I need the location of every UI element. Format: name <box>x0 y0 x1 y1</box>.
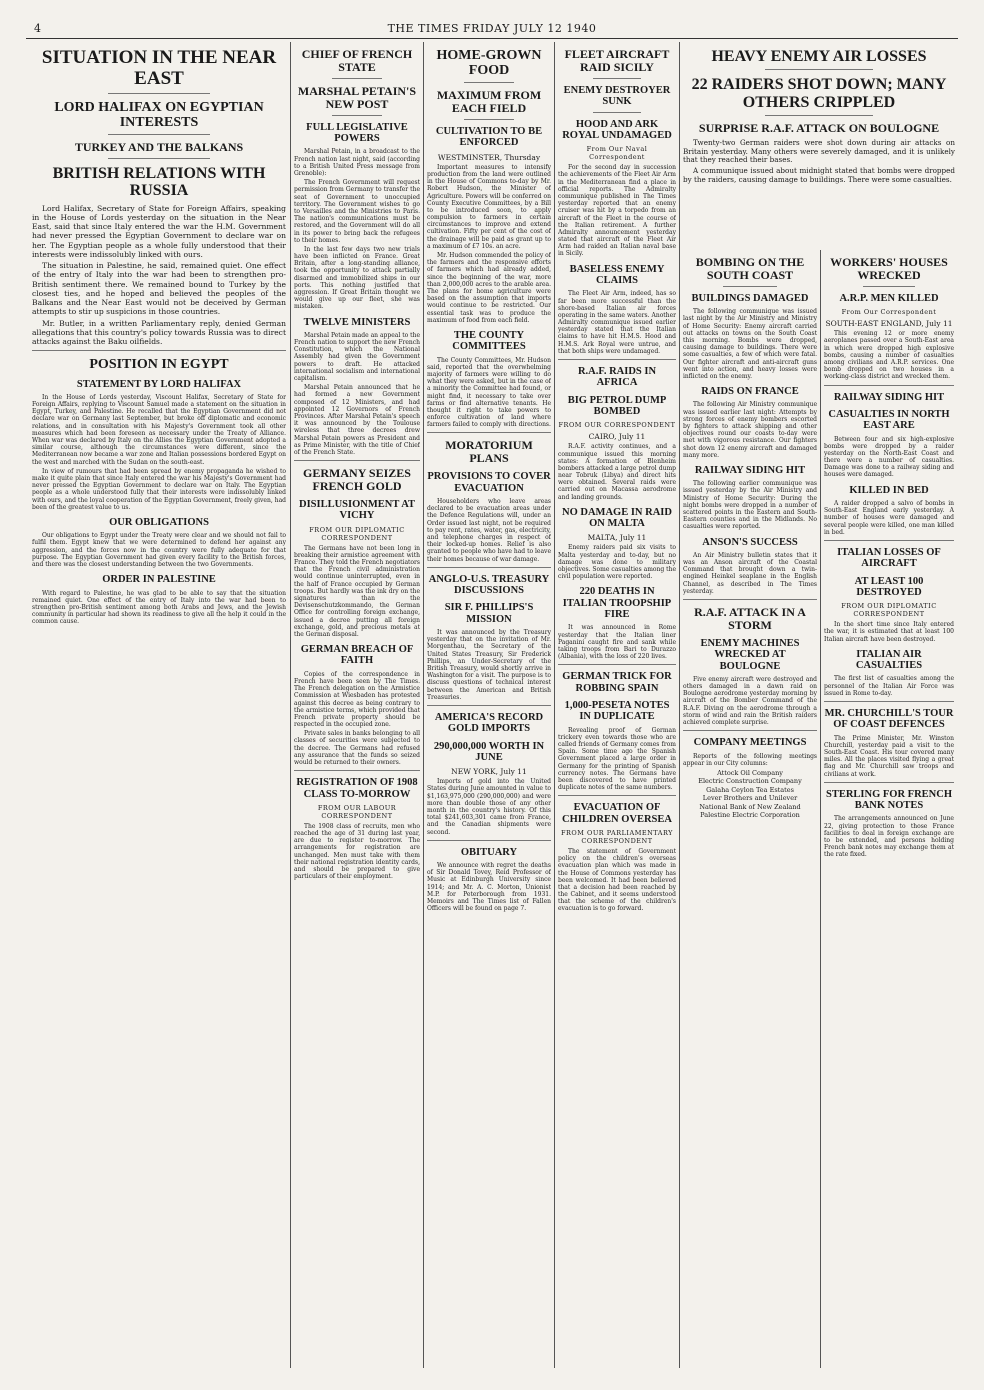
headline-rule <box>108 158 210 159</box>
paragraph: With regard to Palestine, he was glad to be able to say that the situation remained quiet. One effect of the entry of Italy into the war had been to strengthen pro-British sentiment among both Arabs and Jews, and the Jewish community in particular had shown its readiness to give all the help it could in the common cause. <box>32 589 286 626</box>
subhead-halifax: LORD HALIFAX ON EGYPTIAN INTERESTS <box>54 100 264 131</box>
section-rule <box>558 664 676 665</box>
paragraph: Between four and six high-explosive bombs were dropped by a raider yesterday on the North-East Coast and there were a number of casualties. Damage was done to a railway siding and houses were damaged. <box>824 435 954 479</box>
article-palestine <box>32 590 286 626</box>
headline-egypt: POSITION IN EGYPT <box>89 357 229 373</box>
headline-rule <box>863 286 915 287</box>
article-air-casualties <box>824 675 954 697</box>
paragraph: Reports of the following meetings appear in our City columns: <box>683 752 817 767</box>
dateline: WESTMINSTER, Thursday <box>437 152 541 162</box>
headline-treasury: ANGLO-U.S. TREASURY DISCUSSIONS <box>428 573 550 597</box>
paragraph: In view of rumours that had been spread by enemy propaganda he wished to make it quite plain that since Italy entered the war his Majesty's Government had never pressed the Egyptian Government to declare war on Italy. The Egyptian people as a whole understood fully that their interests were indissolubly linked with ours, and the loyal cooperation of the Egyptian Government, freely given, had been of the greatest value to us. <box>32 467 286 511</box>
subhead-petain: MARSHAL PETAIN'S NEW POST <box>297 83 417 111</box>
article-petain <box>294 148 420 310</box>
paragraph: The French Government will request permission from Germany to transfer the seat of Government to unoccupied territory. The Government wishes to go to Versailles and the Ministries to Paris. The nation's communications must be restored, and the Government will do all in its power to bring back the refugees to their homes. <box>294 179 420 244</box>
subhead-evacuation: PROVISIONS TO COVER EVACUATION <box>427 471 551 494</box>
subhead-cultivation: CULTIVATION TO BE ENFORCED <box>435 126 543 149</box>
paragraph: The following earlier communique was issued yesterday by the Air Ministry and Ministry of Home Security: During the night bombs were dropped in a number of scattered points in the Eastern and South-Eastern counties and in the Midlands. No casualties were reported. <box>683 480 817 531</box>
headline-company-meetings: COMPANY MEETINGS <box>693 737 807 749</box>
paragraph: The 1908 class of recruits, men who reached the age of 31 during last year, are due to register to-morrow. The arrangements for registration are unchanged. Men must take with them their national registration identity cards, and should be prepared to give particulars of their employment. <box>294 822 420 881</box>
subhead-petrol-dump: BIG PETROL DUMP BOMBED <box>567 394 667 417</box>
article-food <box>427 164 551 324</box>
article-italian-losses <box>824 621 954 643</box>
paragraph: A communique issued about midnight stated that bombs were dropped by the raiders, causing damage to buildings. There were some casualties. <box>683 166 955 184</box>
headline-obituary: OBITUARY <box>460 846 518 858</box>
headline-railway-siding: RAILWAY SIDING HIT <box>833 391 945 403</box>
section-rule <box>824 385 954 386</box>
section-rule <box>427 705 551 706</box>
headline-storm: R.A.F. ATTACK IN A STORM <box>694 605 806 632</box>
column-separator <box>679 42 680 1368</box>
paragraph: Twenty-two German raiders were shot down during air attacks on Britain yesterday. Many others were severely damaged, and it is unlikely that they reached their bases. <box>683 137 955 165</box>
headline-moratorium: MORATORIUM PLANS <box>445 438 533 466</box>
headline-near-east: SITUATION IN THE NEAR EAST <box>41 47 277 89</box>
subhead-phillips: SIR F. PHILLIPS'S MISSION <box>444 602 534 625</box>
column-1 <box>32 42 286 1368</box>
column-6 <box>824 250 954 1368</box>
subhead-peseta: 1,000-PESETA NOTES IN DUPLICATE <box>564 699 670 723</box>
headline-rule <box>332 78 382 79</box>
article-africa <box>558 443 676 501</box>
section-rule <box>824 540 954 541</box>
subhead-destroyer: ENEMY DESTROYER SUNK <box>563 84 671 108</box>
byline: FROM OUR DIPLOMATIC CORRESPONDENT <box>841 602 937 619</box>
subhead-buildings: BUILDINGS DAMAGED <box>691 292 809 304</box>
headline-spain: GERMAN TRICK FOR ROBBING SPAIN <box>562 671 672 694</box>
subhead-turkey: TURKEY AND THE BALKANS <box>74 140 244 155</box>
subhead-raiders: 22 RAIDERS SHOT DOWN; MANY OTHERS CRIPPLED <box>691 76 947 111</box>
article-registration <box>294 823 420 881</box>
paragraph: Marshal Petain, in a broadcast to the French nation last night, said (according to a British United Press message from Grenoble): <box>294 148 420 178</box>
byline: FROM OUR PARLIAMENTARY CORRESPONDENT <box>561 828 673 845</box>
paragraph: Our obligations to Egypt under the Treaty were clear and we should not fail to fulfil them. Egypt knew that we were determined to defend her against any aggression, and the forces now in the country were fully adequate for that purpose. The Egyptian Government had given every facility to the British forces, and there was the closest understanding between the two Governments. <box>32 532 286 568</box>
paragraph: The arrangements announced on June 22, giving protection to those France facilities to deal in foreign exchange are to be extended, and persons holding French bank notes may exchange them at the rate fixed. <box>824 815 954 859</box>
section-rule <box>427 567 551 568</box>
masthead-rule <box>26 38 958 39</box>
section-rule <box>427 432 551 433</box>
paragraph: Important measures to intensify production from the land were outlined in the House of Commons to-day by Mr. Robert Hudson, the Minister of Agriculture. Powers will be conferred on County Executive Committees, by a Bill to be introduced soon, to apply compulsion to farmers in certain circumstances to improve and extend cultivation. Fifty per cent of the cost of the drainage will be paid as grant up to a maximum of £7 10s. an acre. <box>427 163 551 250</box>
byline: From Our Naval Correspondent <box>586 145 648 162</box>
section-rule <box>824 782 954 783</box>
column-separator <box>290 42 291 1368</box>
meetings-list <box>683 769 817 820</box>
article-breach <box>294 671 420 766</box>
section-rule <box>294 460 420 461</box>
dateline: CAIRO, July 11 <box>588 432 646 442</box>
article-sicily <box>558 164 676 257</box>
section-rule <box>427 840 551 841</box>
paragraph: This evening 12 or more enemy aeroplanes passed over a South-East area in which were dropped high explosive bombs, causing a number of casualties among civilians and A.R.P. services. One bomb dropped on two houses in a working-class district and wrecked them. <box>824 330 954 381</box>
headline-chief-french-state: CHIEF OF FRENCH STATE <box>301 47 413 74</box>
paragraph: In the short time since Italy entered the war, it is estimated that at least 100 Italian aircraft have been destroyed. <box>824 621 954 643</box>
headline-home-grown-food: HOME-GROWN FOOD <box>436 48 542 79</box>
paragraph: Mr. Butler, in a written Parliamentary reply, denied German allegations that this country's policy towards Russia was to direct attacks against the Baku oilfields. <box>32 318 286 347</box>
subhead-hood: HOOD AND ARK ROYAL UNDAMAGED <box>562 118 672 141</box>
article-troopship <box>558 624 676 660</box>
dateline: SOUTH-EAST ENGLAND, July 11 <box>825 319 953 329</box>
paragraph: Mr. Hudson commended the policy of the farmers and the responsive efforts of farmers which had already added, since the beginning of the war, more than 2,000,000 acres to the arable area. The plans for home agriculture were based on the assumption that imports would continue to be restricted. Our essential task was to produce the maximum of food from each field. <box>427 252 551 324</box>
subhead-gold-worth: 290,000,000 WORTH IN JUNE <box>433 740 545 763</box>
paragraph: An Air Ministry bulletin states that it was an Anson aircraft of the Coastal Command that brought down a twin-engined Heinkel seaplane in the English Channel, as described in The Times yesterday. <box>683 551 817 595</box>
headline-evacuation-children: EVACUATION OF CHILDREN OVERSEA <box>562 802 672 825</box>
headline-rule <box>108 134 210 135</box>
article-obligations <box>32 532 286 568</box>
list-item: Attock Oil Company <box>717 768 783 777</box>
subhead-twelve-ministers: TWELVE MINISTERS <box>303 316 411 328</box>
subhead-arp: A.R.P. MEN KILLED <box>839 292 939 304</box>
paragraph: The situation in Palestine, he said, remained quiet. One effect of the entry of Italy into the war had been to strengthen pro-British sentiment there. We remained bound to Turkey by the closest ties, and he hoped and believed the peoples of the Balkans and the Near East would not be deceived by German attempts to stir up suspicions in those countries. <box>32 261 286 317</box>
byline: FROM OUR DIPLOMATIC CORRESPONDENT <box>309 525 405 542</box>
article-meetings <box>683 753 817 767</box>
headline-rule <box>593 78 640 79</box>
list-item: Galaha Ceylon Tea Estates <box>706 785 794 794</box>
section-rule <box>683 599 817 600</box>
subhead-baseless-claims: BASELESS ENEMY CLAIMS <box>569 263 665 286</box>
headline-rule <box>464 82 514 83</box>
list-item: Lever Brothers and Unilever <box>702 794 798 803</box>
article-near-east <box>32 204 286 347</box>
paragraph: The Germans have not been long in breaking their armistice agreement with France. They told the French negotiators that the French civil administration would continue uninterrupted, even in the half of France occupied by German troops. But hardly was the ink dry on the signatures than the Devisenschutzkommando, the German Office for controlling foreign exchange, issued a decree putting all foreign exchange, gold, and precious metals at the German disposal. <box>294 544 420 638</box>
paragraph: The following Air Ministry communique was issued earlier last night: Attempts by strong forces of enemy bombers escorted by fighters to attack shipping and other objectives round our coasts to-day were met with vigorous resistance. Our fighters shot down 12 enemy aircraft and damaged many more. <box>683 401 817 459</box>
section-rule <box>558 359 676 360</box>
article-storm <box>683 676 817 726</box>
article-raids-france <box>683 401 817 459</box>
subhead-vichy: DISILLUSIONMENT AT VICHY <box>298 499 416 522</box>
headline-rule <box>723 286 777 287</box>
column-separator <box>554 42 555 1368</box>
paragraph: Marshal Petain made an appeal to the French nation to support the new French Constitution, which the National Assembly had given the Government powers to draft. He attacked international socialism and international capitalism. <box>294 331 420 383</box>
paragraph: Lord Halifax, Secretary of State for Foreign Affairs, speaking in the House of Lords yesterday on the situation in the Near East, said that since Italy entered the war the H.M. Government had never pressed the Egyptian Government to declare war on her. The Egyptian people as a whole fully understood that their interests were indissolubly linked with ours. <box>32 203 286 259</box>
headline-sicily: FLEET AIRCRAFT RAID SICILY <box>564 47 670 74</box>
paragraph: R.A.F. activity continues, and a communique issued this morning states: A formation of Blenheim bombers attacked a large petrol dump near Tobruk (Libya) and direct hits were obtained. Several raids were carried out on Macassa aerodrome and landing grounds. <box>558 443 676 501</box>
headline-rule <box>464 119 514 120</box>
article-moratorium <box>427 498 551 563</box>
headline-gold-imports: AMERICA'S RECORD GOLD IMPORTS <box>434 711 544 735</box>
dateline: NEW YORK, July 11 <box>451 767 527 777</box>
column-3 <box>427 42 551 1368</box>
byline: FROM OUR LABOUR CORRESPONDENT <box>317 803 397 820</box>
subhead-boulogne: SURPRISE R.A.F. ATTACK ON BOULOGNE <box>698 120 940 135</box>
headline-workers-houses: WORKERS' HOUSES WRECKED <box>830 255 948 282</box>
paragraph: Imports of gold into the United States during June amounted in value to $1,163,975,000 (290,000,000) and were more than double those of any other month in the country's history. Of this total $241,603,301 came from France, and the Canadian shipments were second. <box>427 778 551 836</box>
headline-churchill-tour: MR. CHURCHILL'S TOUR OF COAST DEFENCES <box>824 708 954 731</box>
dateline: MALTA, July 11 <box>587 533 647 543</box>
headline-registration: REGISTRATION OF 1908 CLASS TO-MORROW <box>296 777 418 800</box>
paragraph: A raider dropped a salvo of bombs in South-East England early yesterday. A number of houses were damaged and several people were killed, one man killed in bed. <box>824 499 954 536</box>
article-malta <box>558 544 676 580</box>
section-rule <box>32 350 286 351</box>
article-children <box>558 848 676 913</box>
section-rule <box>824 701 954 702</box>
subhead-palestine: ORDER IN PALESTINE <box>102 574 216 586</box>
subhead-killed-bed: KILLED IN BED <box>849 484 929 496</box>
subhead-russia: BRITISH RELATIONS WITH RUSSIA <box>52 165 266 200</box>
column-5 <box>683 250 817 1368</box>
subhead-north-east: CASUALTIES IN NORTH EAST ARE <box>828 408 950 432</box>
paragraph: The County Committees, Mr. Hudson said, reported that the overwhelming majority of farmers were willing to do what they were asked, but in the case of a minority the Committee had found, or might find, it necessary to take over farms or find alternative tenants. He thought it right to take powers to enforce cultivation of land where farmers failed to comply with directions. <box>427 356 551 429</box>
column-2 <box>294 42 420 1368</box>
paragraph: The following communique was issued last night by the Air Ministry and Ministry of Home Security: Enemy aircraft carried out attacks on towns on the South Coast this morning. Bombs were dropped, causing damage to buildings. There were some casualties, a few of which were fatal. Our fighter aircraft and anti-aircraft guns went into action, and heavy losses were inflicted on the enemy. <box>683 308 817 380</box>
article-killed-bed <box>824 500 954 536</box>
subhead-air-casualties: ITALIAN AIR CASUALTIES <box>855 648 923 672</box>
headline-rule <box>765 115 874 116</box>
article-egypt <box>32 394 286 511</box>
subhead-statement: STATEMENT BY LORD HALIFAX <box>76 378 242 390</box>
paragraph: The Prime Minister, Mr. Winston Churchill, yesterday paid a visit to the South-East Coast. His tour covered many miles. All the places visited flying a great flag and Mr. Churchill saw troops and civilians at work. <box>824 734 954 778</box>
list-item: National Bank of New Zealand <box>699 802 801 811</box>
headline-sterling: STERLING FOR FRENCH BANK NOTES <box>825 788 952 812</box>
article-south-coast <box>683 308 817 380</box>
paragraph: We announce with regret the deaths of Sir Donald Tovey, Reid Professor of Music at Edinburgh University since 1914; and Mr. A. C. Morton, Unionist M.P. for Peterborough from 1931. Memoirs and The Times list of Fallen Officers will be found on page 7. <box>427 862 551 913</box>
paragraph: Copies of the correspondence in French have been seen by The Times. The French delegation on the Armistice Commission at Wiesbaden has protested against this decree as being contrary to the armistice terms, which provided that French private property should be respected in the occupied zone. <box>294 670 420 729</box>
lead-story-head <box>683 42 955 248</box>
paragraph: The statement of Government policy on the children's overseas evacuation plan which was made in the House of Commons yesterday has been welcomed. It had been believed that a decision had been reached by the Cabinet, and it seems understood that the scheme of the children's evacuation is to go forward. <box>558 847 676 913</box>
column-separator <box>423 42 424 1368</box>
paragraph: It was announced in Rome yesterday that the Italian liner Paganini caught fire and sank while taking troops from Bari to Durazzo (Albania), with the loss of 220 lives. <box>558 624 676 661</box>
article-committees <box>427 357 551 429</box>
paragraph: Marshal Petain announced that he had formed a new Government composed of 12 Ministers, and had appointed 12 Governors of French Provinces. After Marshal Petain's speech it was announced by the Toulouse wireless that three decrees drew Marshal Petain powers as President and as Prime Minister, with the title of Chief of the French State. <box>294 384 420 456</box>
article-workers <box>824 330 954 380</box>
subhead-anson: ANSON'S SUCCESS <box>702 536 798 548</box>
article-spain <box>558 727 676 792</box>
headline-raf-africa: R.A.F. RAIDS IN AFRICA <box>577 366 657 389</box>
subhead-wrecked: ENEMY MACHINES WRECKED AT BOULOGNE <box>700 637 800 672</box>
subhead-maximum: MAXIMUM FROM EACH FIELD <box>436 88 542 116</box>
headline-french-gold: GERMANY SEIZES FRENCH GOLD <box>303 466 411 494</box>
column-separator <box>820 250 821 1368</box>
paragraph: Private sales in banks belonging to all classes of securities were subjected to the decree. The Germans had refused any assurance that the funds so seized would be returned to their owners. <box>294 730 420 767</box>
paragraph: Householders who leave areas declared to be evacuation areas under the Defence Regulations will, under an Order issued last night, not be required to pay rent, rates, water, gas, electricity, and telephone charges in respect of their locked-up homes. Relief is also granted to people who have had to leave their homes because of war damage. <box>427 498 551 563</box>
section-rule <box>294 770 420 771</box>
subhead-breach: GERMAN BREACH OF FAITH <box>300 644 414 667</box>
masthead-title: THE TIMES FRIDAY JULY 12 1940 <box>387 22 597 35</box>
headline-rule <box>332 115 382 116</box>
headline-rule <box>593 112 640 113</box>
paragraph: In the last few days two new trials have been inflicted on France. Great Britain, after a long-standing alliance, took the opportunity to attack partially disarmed and immobilized ships in our ports. This nothing justified that aggression. If Great Britain thought we would give up our fleet, she was mistaken. <box>294 245 420 311</box>
article-claims <box>558 290 676 355</box>
list-item: Electric Construction Company <box>698 777 802 786</box>
paragraph: In the House of Lords yesterday, Viscount Halifax, Secretary of State for Foreign Affairs, replying to Viscount Samuel made a statement on the situation in Egypt, Turkey, and Palestine. He recalled that the Egyptian Government did not declare war on Germany last September, but broke off diplomatic and economic relations, and in consultation with his Majesty's Government took all other measures which had been foreseen as necessary under the Treaty of Alliance. When war was declared by Italy on the Allies the Egyptian Government adopted a similar course, although the circumstances were different, since the Mediterranean now became a war zone and Italian possessions bordered Egypt on the west and marched with the Sudan on the south-east. <box>32 393 286 466</box>
paragraph: It was announced by the Treasury yesterday that on the invitation of Mr. Morgenthau, the Secretary of the United States Treasury, Sir Frederick Phillips, an Under-Secretary of the British Treasury, would shortly arrive in Washington for a visit. The purpose is to discuss questions of technical interest between the American and British Treasuries. <box>427 629 551 701</box>
headline-air-losses: HEAVY ENEMY AIR LOSSES <box>711 48 927 65</box>
paragraph: Enemy raiders paid six visits to Malta yesterday and to-day, but no damage was done to military objectives. Some casualties among the civil population were reported. <box>558 544 676 581</box>
subhead-county-committees: THE COUNTY COMMITTEES <box>452 329 526 353</box>
article-railway <box>683 480 817 530</box>
headline-rule <box>765 69 874 70</box>
byline: From Our Correspondent <box>841 308 937 317</box>
section-rule <box>558 795 676 796</box>
paragraph: Revealing proof of German trickery even towards those who are called friends of Germany comes from Spain. Some time ago the Spanish Government placed a large order in Germany for the printing of Spanish currency notes. The Germans have been discovered to have printed duplicate notes of the same numbers. <box>558 726 676 792</box>
subhead-legislative: FULL LEGISLATIVE POWERS <box>306 121 408 145</box>
article-ministers <box>294 332 420 456</box>
article-treasury <box>427 629 551 701</box>
headline-malta: NO DAMAGE IN RAID ON MALTA <box>562 506 672 530</box>
headline-rule <box>108 93 210 94</box>
page-number: 4 <box>34 22 41 35</box>
headline-south-coast: BOMBING ON THE SOUTH COAST <box>695 255 805 282</box>
article-obituary <box>427 862 551 912</box>
paragraph: The Fleet Air Arm, indeed, has so far been more successful than the shore-based Italian air forces operating in the same waters. Another Admiralty communique issued earlier yesterday stated that the Italian claims to have hit H.M.S. Hood and H.M.S. Ark Royal were untrue, and that both ships were undamaged. <box>558 290 676 355</box>
paragraph: Five enemy aircraft were destroyed and others damaged in a dawn raid on Boulogne aerodrome yesterday morning by aircraft of the Bomber Command of the R.A.F. Diving on the aerodrome through a storm of wind and rain the British raiders achieved complete surprise. <box>683 675 817 727</box>
headline-italian-losses: ITALIAN LOSSES OF AIRCRAFT <box>837 546 941 570</box>
article-air-losses <box>683 139 955 185</box>
headline-troopship: 220 DEATHS IN ITALIAN TROOPSHIP FIRE <box>562 586 672 621</box>
column-4 <box>558 42 676 1368</box>
subhead-railway: RAILWAY SIDING HIT <box>694 464 806 476</box>
paragraph: For the second day in succession the achievements of the Fleet Air Arm in the Mediterranean find a place in official reports. The Admiralty communique published in The Times yesterday reported that an enemy cruiser was hit by a torpedo from an aircraft of the Fleet in the course of the Italian retirement. A further Admiralty announcement yesterday stated that aircraft of the Fleet Air Arm had raided an Italian naval base in Sicily. <box>558 164 676 258</box>
subhead-obligations: OUR OBLIGATIONS <box>109 516 209 528</box>
article-french-gold <box>294 545 420 638</box>
subhead-100-destroyed: AT LEAST 100 DESTROYED <box>854 575 924 598</box>
article-sterling <box>824 815 954 858</box>
subhead-raids-france: RAIDS ON FRANCE <box>701 386 799 398</box>
byline: FROM OUR CORRESPONDENT <box>558 421 676 430</box>
section-rule <box>683 730 817 731</box>
masthead <box>26 18 958 38</box>
article-anson <box>683 552 817 595</box>
article-gold <box>427 778 551 836</box>
paragraph: The first list of casualties among the personnel of the Italian Air Force was issued in Rome to-day. <box>824 675 954 697</box>
article-churchill <box>824 735 954 778</box>
list-item: Palestine Electric Corporation <box>700 811 800 820</box>
article-north-east <box>824 436 954 479</box>
